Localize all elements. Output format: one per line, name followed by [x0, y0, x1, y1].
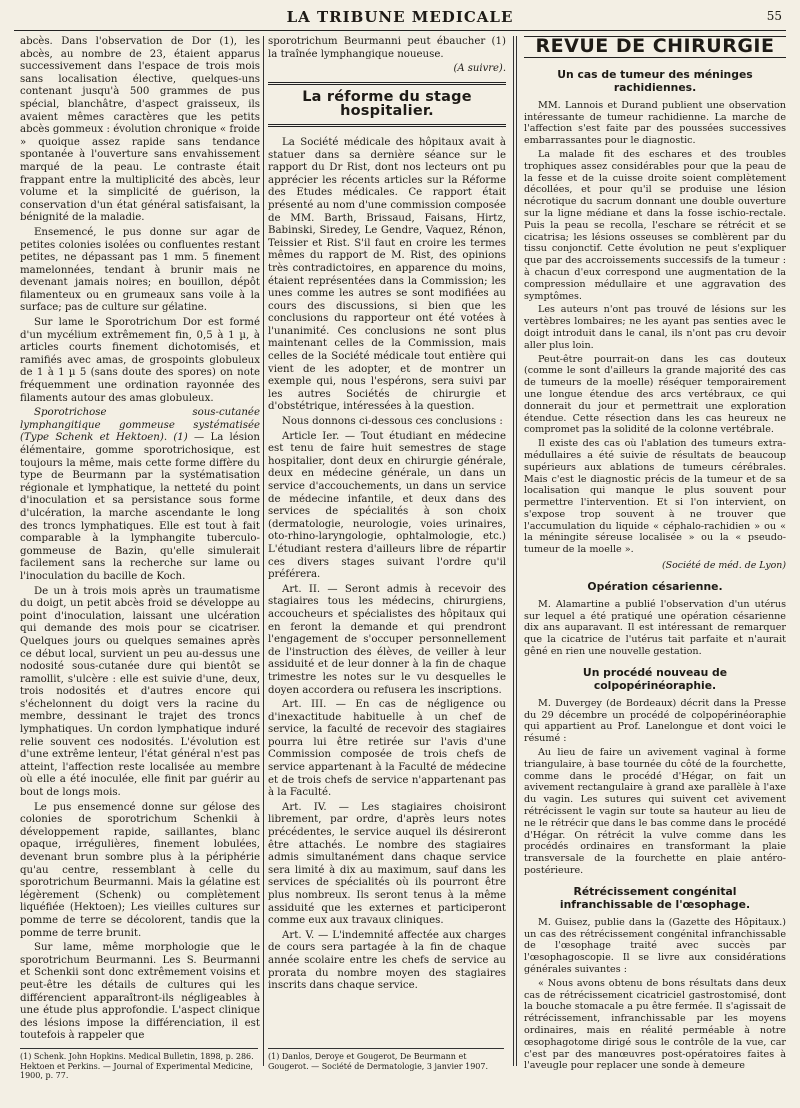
section-title: La réforme du stage hospitalier.	[302, 88, 472, 120]
column-middle	[268, 36, 506, 1036]
paragraph-text: La lésion élémentaire, gomme sporotrichosique, est toujours la même, mais cette forme diffère du type de Beurmann par la systématisation régionale et lymphatique, la netteté du point d'inoculation et sa persistance sous forme d'ulcération, la marche ascendante le long des troncs lymphatiques. Elle est tout à fait comparable à la lymphangite tuberculo-gommeuse de Bazin, qu'elle simulerait facilement sans la recherche sur lame ou l'inoculation du bacille de Koch.	[20, 432, 260, 582]
article-5: Art. V. — L'indemnité affectée aux charges de cours sera partagée à la fin de chaque année scolaire entre les chefs de service au prorata du nombre moyen des stagiaires inscrits dans chaque service.	[268, 929, 506, 992]
paragraph: Peut-être pourrait-on dans les cas douteux (comme le sont d'ailleurs la grande majorité des cas de tumeurs de la moelle) réséquer temporairement une longue étendue des arcs vertébraux, ce qui donnerait du jour et permettrait une exploration étendue. Cette résection dans les cas heureux ne compromet pas la solidité de la colonne vertébrale.	[524, 353, 786, 436]
revue-title: REVUE DE CHIRURGIE	[524, 36, 786, 58]
paragraph: Sur lame le Sporotrichum Dor est formé d'un mycélium extrêmement fin, 0,5 à 1 µ, à articles courts finement dichotomisés, et ramifiés avec amas, de grospoints globuleux de 1 à 1 µ 5 (sans doute des spores) on note fréquemment une ordination rayonnée des filaments autour des amas globuleux.	[20, 317, 260, 404]
paragraph: Nous donnons ci-dessous ces conclusions :	[282, 416, 503, 428]
paragraph: Il existe des cas où l'ablation des tumeurs extra-médullaires a été suivie de résultats de beaucoup supérieurs aux ablations de tumeurs cérébrales. Mais c'est le diagnostic précis de la tumeur et de sa localisation qui manque le plus souvent pour permettre l'intervention. Et si l'on intervient, on s'expose trop souvent à ne trouver que l'accumulation du liquide « céphalo-rachidien » ou « la méningite séreuse localisée » ou la « pseudo-tumeur de la moelle ».	[524, 438, 786, 556]
paragraph: Sur lame, même morphologie que le sporotrichum Beurmanni. Les S. Beurmanni et Schenkii sont donc extrêmement voisins et peut-être les détails de cultures qui les différencient apparaîtront-ils négligeables à une étude plus approfondie. L'aspect clinique des lésions impose la différenciation, il est toutefois à rappeler que	[20, 942, 260, 1042]
paragraph: La Société médicale des hôpitaux avait à statuer dans sa dernière séance sur le rapport du Dr Rist, dont nos lecteurs ont pu apprécier les récents articles sur la Réforme des Etudes médicales. Ce rapport était présenté au nom d'une commission composée de MM. Barth, Brissaud, Faisans, Hirtz, Babinski, Siredey, Le Gendre, Vaquez, Rénon, Teissier et Rist. S'il faut en croire les termes mêmes du rapport de M. Rist, des opinions très contradictoires, en apparence du moins, étaient représentées dans la Commission; les unes comme les autres se sont modifiées au cours des discussions, si bien que les conclusions du rapporteur ont été votées à l'unanimité. Ces conclusions ne sont plus maintenant celles de la Commission, mais celles de la Société médicale tout entière qui vient de les adopter, et de montrer un exemple qui, nous l'espérons, sera suivi par les autres Sociétés de chirurgie et d'obstétrique, intéressées à la question.	[268, 136, 506, 413]
column-rule-right-double	[516, 36, 517, 1066]
paragraph: M. Alamartine a publié l'observation d'un utérus sur lequel a été pratiqué une opération césarienne dix ans auparavant. Il est intéressant de remarquer que la cicatrice de l'utérus tait parfaite et n'aurait gêné en rien une nouvelle gestation.	[524, 598, 786, 658]
article-3: Art. III. — En cas de négligence ou d'inexactitude habituelle à un chef de service, la faculté de recevoir des stagiaires pourra lui être retirée sur l'avis d'une Commission composée de trois chefs de service appartenant à la Faculté de médecine et de trois chefs de service n'appartenant pas à la Faculté.	[268, 699, 506, 799]
footnote-middle	[268, 1048, 504, 1071]
to-be-continued: (A suivre).	[453, 63, 506, 75]
paragraph: « Nous avons obtenu de bons résultats dans deux cas de rétrécissement cicatriciel gastrostomisé, dont la bouche stomacale a pu être fermée. Il s'agissait de rétrécissement, infranchissable par les moyens ordinaires, mais en réalité perméable à notre œsophagotome dirigé sous le contrôle de la vue, car c'est par des manœuvres post-opératoires faites à l'aveugle pour replacer une sonde à demeure	[524, 977, 786, 1072]
subsection-title: Sporotrichose sous-cutanée lymphangitique gommeuse systématisée (Type Schenk et Hektoen). (1) —	[20, 407, 260, 444]
paragraph: M. Guisez, publie dans la (Gazette des Hôpitaux.) un cas des rétrécissement congénital infranchissable de l'œsophage traité avec succès par l'œsophagoscopie. Il se livre aux considérations générales suivantes :	[524, 916, 786, 975]
footnote-text: (1) Danlos, Deroye et Gougerot, De Beurmann et Gougerot. — Société de Dermatologie, 3 janvier 1907.	[268, 1052, 489, 1071]
footnote-left	[20, 1048, 258, 1081]
paragraph: La malade fit des eschares et des troubles trophiques assez considérables pour que la peau de la fesse et de la cuisse droite soient complètement décollées, et pour qu'il se produise une lésion nécrotique du sacrum donnant une double ouverture sur la ligne médiane et dans la fosse ischio-rectale. Puis la peau se recolla, l'eschare se rétrécit et se cicatrisa; les lésions osseuses se comblèrent par du tissu conjonctif. Cette évolution ne peut s'expliquer que par des accroissements successifs de la tumeur : à chacun d'eux correspond une augmentation de la compression médullaire et une aggravation des symptômes.	[524, 148, 786, 302]
column-right	[524, 35, 786, 1072]
article-2: Art. II. — Seront admis à recevoir des stagiaires tous les médecins, chirurgiens, accoucheurs et spécialistes des hôpitaux qui en feront la demande et qui prendront l'engagement de s'occuper personnellement de l'instruction des élèves, de veiller à leur assiduité et de leur donner à la fin de chaque trimestre les notes sur le vu desquelles le doyen accordera ou refusera les inscriptions.	[268, 583, 506, 696]
paragraph: Au lieu de faire un avivement vaginal à forme triangulaire, à base tournée du côté de la fourchette, comme dans le procédé d'Hégar, on fait un avivement rectangulaire à grand axe parallèle à l'axe du vagin. Les sutures qui suivent cet avivement rétrécissent le vagin sur toute sa hauteur au lieu de ne le rétrécir que dans le bas comme dans le procédé d'Hégar. On rétrécit la vulve comme dans les procédés ordinaires en transformant la plaie transversale de la fourchette en plaie antéro-postérieure.	[524, 747, 786, 877]
article-title: Opération césarienne.	[587, 579, 723, 593]
section-heading-box	[268, 82, 506, 127]
paragraph: Le pus ensemencé donne sur gélose des colonies de sporotrichum Schenkii à développement rapide, saillantes, blanc opaque, irrégulières, finement lobulées, devenant brun sombre plus à la périphérie qu'au centre, ressemblant à celle du sporotrichum Beurmanni. Mais la gélatine est légèrement (Schenk) ou complètement liquéfiée (Hektoen); Les vieilles cultures sur pomme de terre se décolorent, tandis que la pomme de terre brunit.	[20, 801, 260, 939]
article-title: Un procédé nouveau de colpopérinéoraphie.	[582, 665, 728, 692]
running-header	[14, 6, 786, 31]
journal-title: LA TRIBUNE MEDICALE	[286, 8, 514, 26]
paragraph: sporotrichum Beurmanni peut ébaucher (1) la traînée lymphangique noueuse.	[268, 36, 506, 60]
paragraph-sporotrichose	[20, 407, 260, 583]
column-rule-right	[513, 36, 514, 1066]
paragraph: MM. Lannois et Durand publient une observation intéressante de tumeur rachidienne. La marche de l'affection s'est faite par des poussées successives embarrassantes pour le diagnostic.	[524, 99, 786, 147]
attribution: (Société de méd. de Lyon)	[662, 560, 786, 572]
article-4: Art. IV. — Les stagiaires choisiront librement, par ordre, d'après leurs notes précédentes, le service auquel ils désireront être attachés. Le nombre des stagiaires admis simultanément dans chaque service sera limité à dix au maximum, sauf dans les services de spécialités où ils pourront être plus nombreux. Ils seront tenus à la même assiduité que les externes et participeront comme eux aux travaux cliniques.	[268, 801, 506, 927]
paragraph: M. Duvergey (de Bordeaux) décrit dans la Presse du 29 décembre un procédé de colpopérinéoraphie qui appartient au Prof. Lanelongue et dont voici le résumé :	[524, 697, 786, 745]
article-1: Article Ier. — Tout étudiant en médecine est tenu de faire huit semestres de stage hospitalier, dont deux en chirurgie générale, deux en médecine générale, un dans un service d'accouchements, un dans un service de médecine infantile, et deux dans des services de spécialités à son choix (dermatologie, neurologie, voies urinaires, oto-rhino-laryngologie, ophtalmologie, etc.) L'étudiant restera d'ailleurs libre de répartir ces divers stages suivant l'ordre qu'il préférera.	[268, 430, 506, 581]
paragraph: Ensemencé, le pus donne sur agar de petites colonies isolées ou confluentes restant petites, ne dépassant pas 1 mm. 5 finement mamelonnées, tendant à brunir mais ne devenant jamais noires; en bouillon, dépôt filamenteux ou en grumeaux sans voile à la surface; pas de culture sur gélatine.	[20, 226, 260, 314]
page-number: 55	[766, 9, 782, 23]
column-left	[20, 36, 260, 1042]
paragraph: Les auteurs n'ont pas trouvé de lésions sur les vertèbres lombaires; ne les ayant pas senties avec le doigt introduit dans le canal, ils n'ont pas cru devoir aller plus loin.	[524, 304, 786, 351]
article-title: Un cas de tumeur des méninges rachidiennes.	[557, 67, 753, 94]
paragraph: De un à trois mois après un traumatisme du doigt, un petit abcès froid se développe au point d'inoculation, laissant une ulcération qui demande des mois pour se cicatriser. Quelques jours ou quelques semaines après ce début local, survient un peu au-dessus une nodosité sous-cutanée dure qui bientôt se ramollit, s'ulcère : elle est suivie d'une, deux, trois nodosités et d'autres encore qui s'échelonnent du doigt vers la racine du membre, dessinant le trajet des troncs lymphatiques. Un cordon lymphatique induré relie souvent ces nodosités. L'évolution est d'une extrême lenteur, l'état général n'est pas atteint, l'affection reste localisée au membre où elle a été inoculée, elle finit par guérir au bout de longs mois.	[20, 585, 260, 799]
paragraph: abcès. Dans l'observation de Dor (1), les abcès, au nombre de 23, étaient apparus successivement dans l'espace de trois mois sans localisation élective, quelques-uns contenant jusqu'à 500 grammes de pus spécial, blanchâtre, d'aspect graisseux, ils avaient mêmes caractères que les petits abcès gommeux : évolution chronique « froide » quoique assez rapide sans tendance spontanée à l'ouverture sans envahissement marqué de la peau. Le contraste était frappant entre la multiplicité des abcès, leur volume et la simplicité de guérison, la conservation d'un état général satisfaisant, la bénignité de la maladie.	[20, 36, 260, 224]
article-title: Rétrécissement congénital infranchissable de l'œsophage.	[559, 884, 751, 911]
footnote-text: (1) Schenk. John Hopkins. Medical Bulletin, 1898, p. 286. Hektoen et Perkins. — Journal of Experimental Medicine, 1900, p. 77.	[20, 1052, 254, 1081]
column-rule-left	[263, 36, 264, 1066]
